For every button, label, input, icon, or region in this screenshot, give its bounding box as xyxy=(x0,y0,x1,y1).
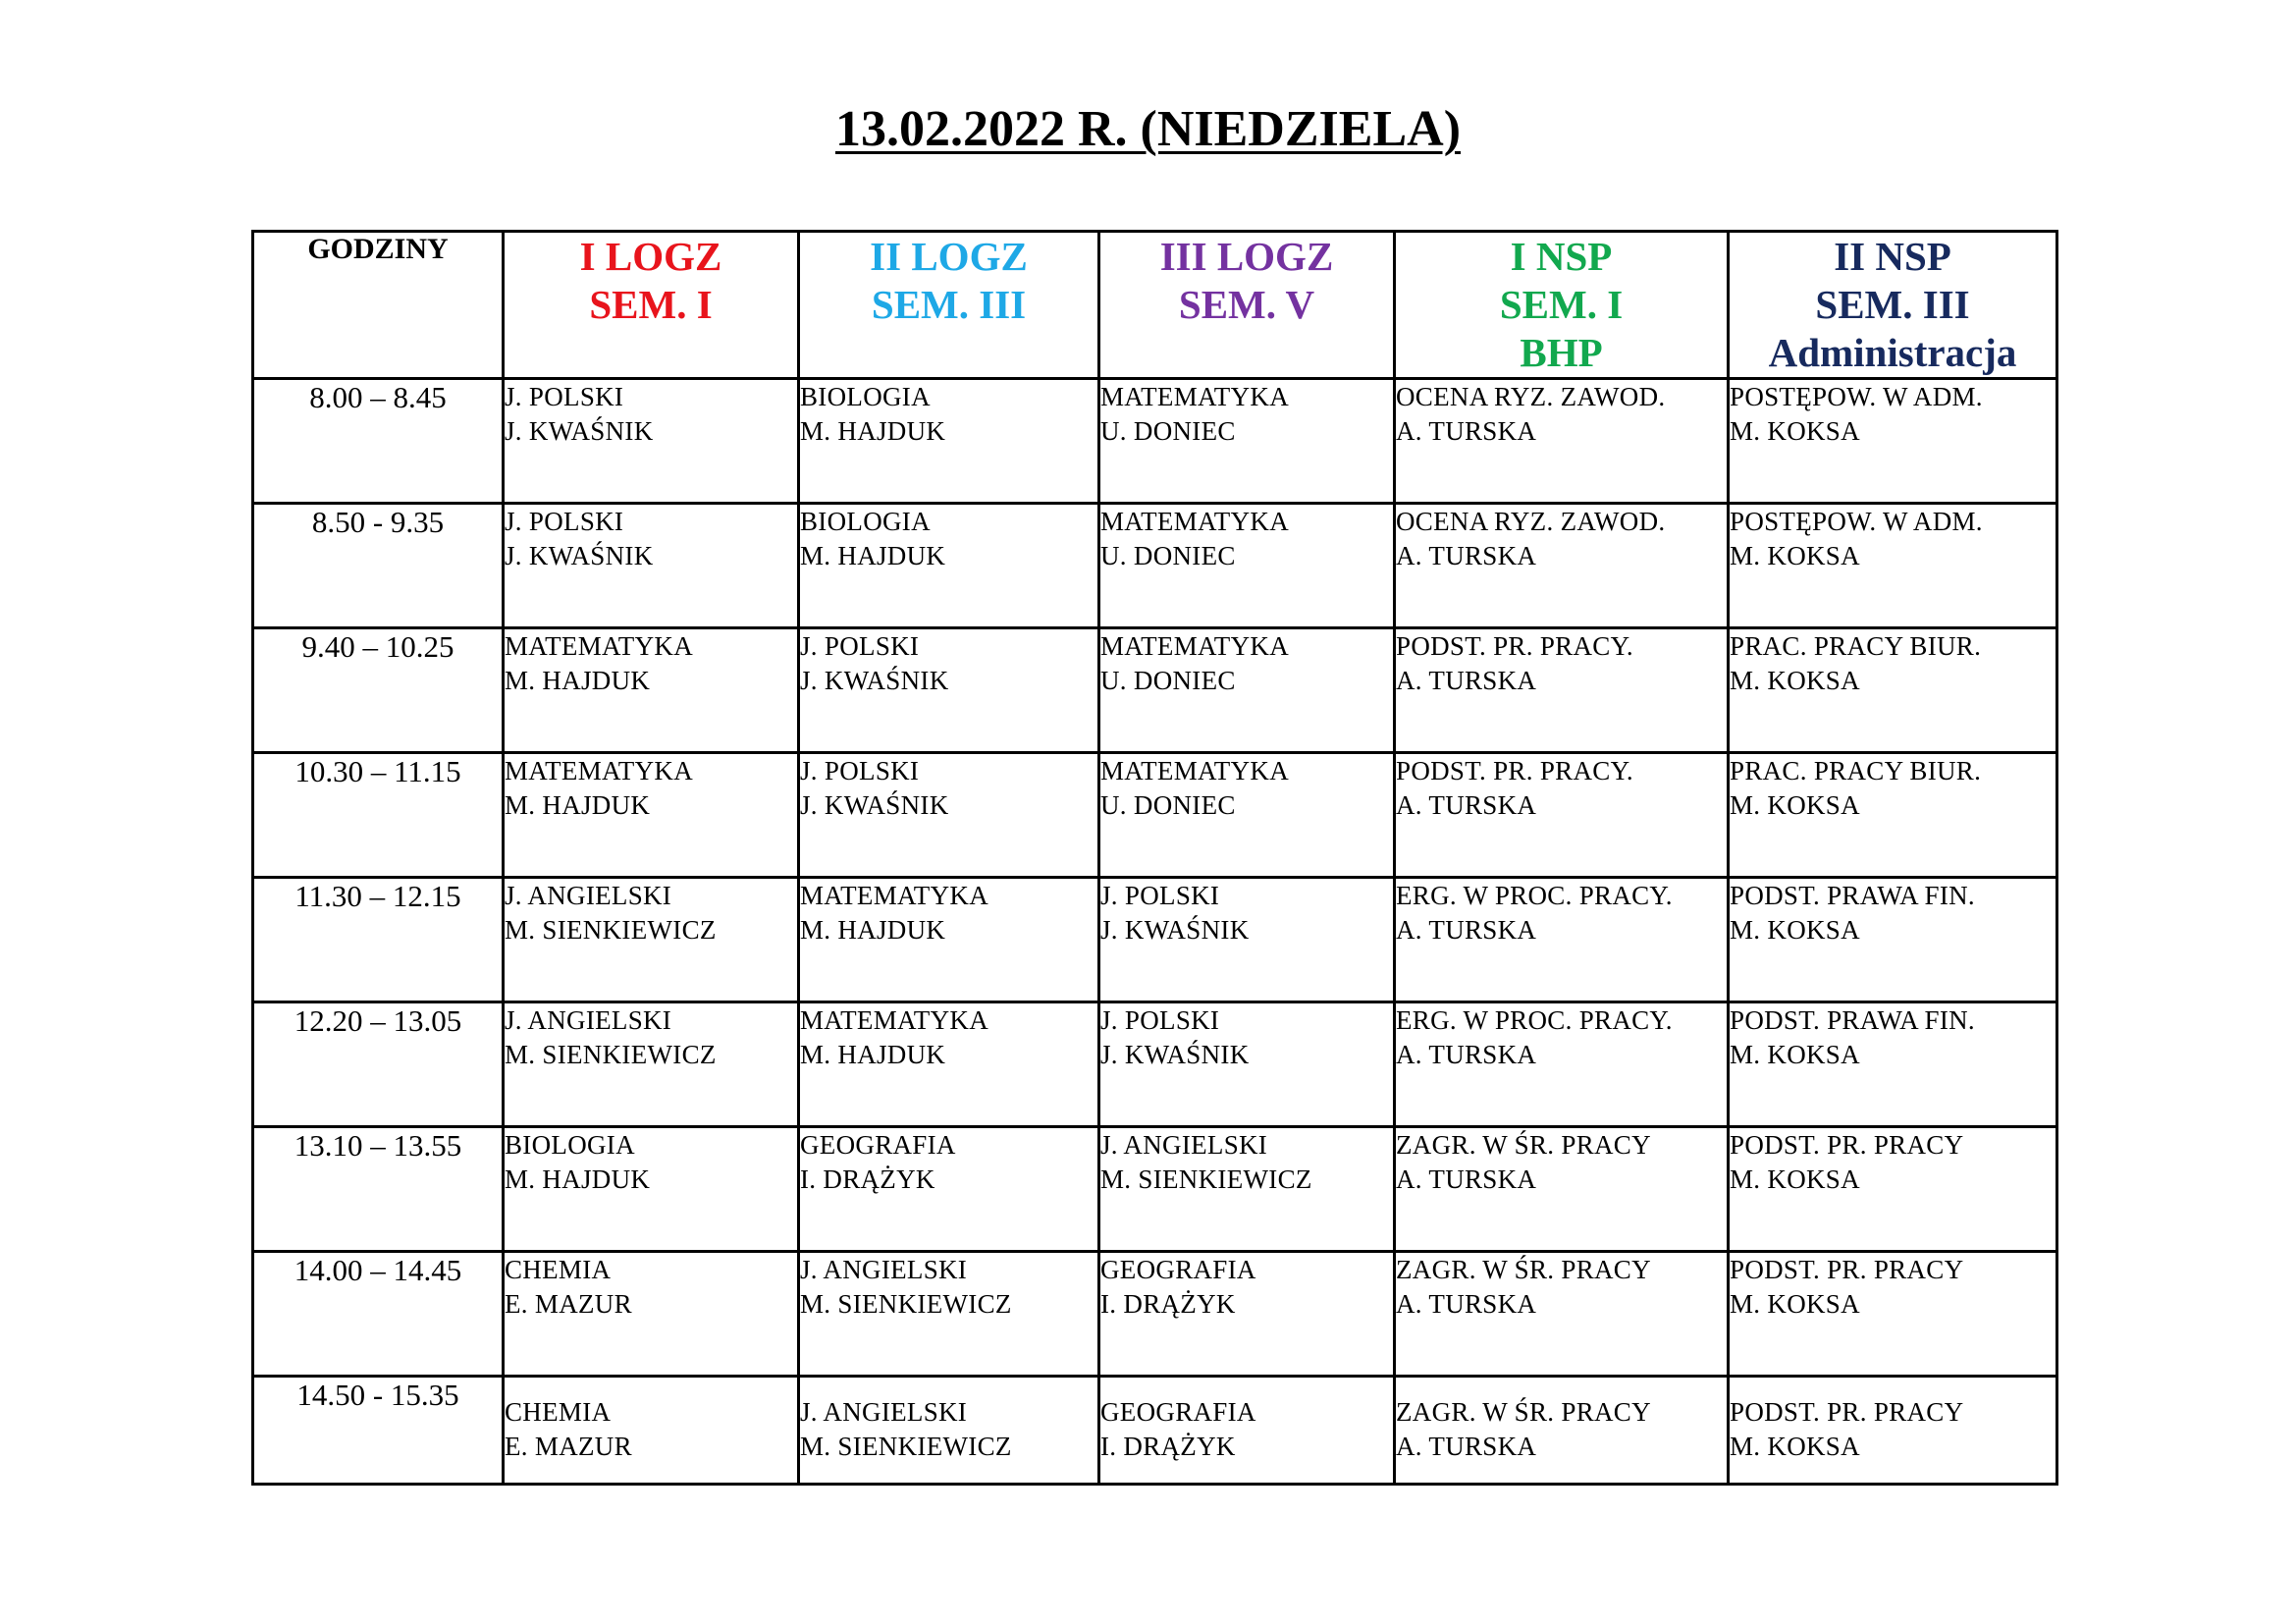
subject-name: J. ANGIELSKI xyxy=(800,1255,968,1284)
time-cell: 14.00 – 14.45 xyxy=(253,1252,504,1377)
subject-name: J. ANGIELSKI xyxy=(800,1397,968,1427)
lesson-cell xyxy=(1395,1252,1729,1377)
lesson-cell xyxy=(799,1127,1099,1252)
lesson-cell xyxy=(799,753,1099,878)
subject-name: MATEMATYKA xyxy=(1100,382,1289,411)
lesson-cell xyxy=(1729,1002,2057,1127)
subject-name: MATEMATYKA xyxy=(505,756,693,785)
group-header-line: BHP xyxy=(1520,330,1603,375)
teacher-name: M. SIENKIEWICZ xyxy=(505,915,717,945)
teacher-name: A. TURSKA xyxy=(1396,915,1537,945)
lesson-cell xyxy=(799,504,1099,628)
subject-name: MATEMATYKA xyxy=(1100,756,1289,785)
subject-name: J. ANGIELSKI xyxy=(1100,1130,1268,1160)
subject-name: J. POLSKI xyxy=(800,756,920,785)
teacher-name: I. DRĄŻYK xyxy=(800,1164,935,1194)
time-cell: 10.30 – 11.15 xyxy=(253,753,504,878)
lesson-cell xyxy=(504,1002,799,1127)
lesson-cell xyxy=(1729,379,2057,504)
subject-name: GEOGRAFIA xyxy=(1100,1397,1256,1427)
subject-name: PODST. PR. PRACY xyxy=(1730,1397,1964,1427)
teacher-name: M. HAJDUK xyxy=(800,416,946,446)
subject-name: MATEMATYKA xyxy=(505,631,693,661)
group-header-line: I LOGZ xyxy=(579,234,722,279)
subject-name: PODST. PRAWA FIN. xyxy=(1730,881,1975,910)
table-row xyxy=(253,753,2057,878)
table-row xyxy=(253,1252,2057,1377)
time-cell: 8.00 – 8.45 xyxy=(253,379,504,504)
page-title-text: 13.02.2022 R. (NIEDZIELA) xyxy=(834,101,1462,157)
time-cell: 14.50 - 15.35 xyxy=(253,1377,504,1485)
table-row xyxy=(253,504,2057,628)
teacher-name: J. KWAŚNIK xyxy=(800,790,949,820)
group-header xyxy=(1099,232,1395,379)
table-row xyxy=(253,1002,2057,1127)
lesson-cell xyxy=(1395,1002,1729,1127)
lesson-cell xyxy=(1729,1252,2057,1377)
schedule-body xyxy=(253,379,2057,1485)
subject-name: ERG. W PROC. PRACY. xyxy=(1396,881,1673,910)
lesson-cell xyxy=(504,628,799,753)
teacher-name: J. KWAŚNIK xyxy=(1100,1040,1250,1069)
teacher-name: J. KWAŚNIK xyxy=(1100,915,1250,945)
lesson-cell xyxy=(1395,878,1729,1002)
subject-name: ERG. W PROC. PRACY. xyxy=(1396,1005,1673,1035)
hours-column-header: GODZINY xyxy=(253,232,504,379)
lesson-cell xyxy=(1395,753,1729,878)
lesson-cell xyxy=(1099,1252,1395,1377)
subject-name: CHEMIA xyxy=(505,1255,612,1284)
group-header-line: SEM. I xyxy=(1499,282,1624,327)
group-header-line: SEM. I xyxy=(589,282,713,327)
lesson-cell xyxy=(799,878,1099,1002)
lesson-cell xyxy=(1395,1377,1729,1485)
lesson-cell xyxy=(1099,1002,1395,1127)
lesson-cell xyxy=(504,379,799,504)
subject-name: GEOGRAFIA xyxy=(800,1130,956,1160)
lesson-cell xyxy=(799,1002,1099,1127)
page-title xyxy=(0,100,2296,159)
subject-name: OCENA RYZ. ZAWOD. xyxy=(1396,382,1666,411)
teacher-name: M. HAJDUK xyxy=(800,541,946,570)
subject-name: PODST. PR. PRACY xyxy=(1730,1130,1964,1160)
subject-name: J. ANGIELSKI xyxy=(505,1005,672,1035)
lesson-cell xyxy=(1729,1127,2057,1252)
subject-name: MATEMATYKA xyxy=(1100,507,1289,536)
lesson-cell xyxy=(1099,753,1395,878)
group-header-line: SEM. III xyxy=(1815,282,1970,327)
lesson-cell xyxy=(799,1252,1099,1377)
teacher-name: M. HAJDUK xyxy=(505,1164,651,1194)
lesson-cell xyxy=(504,753,799,878)
group-header-line: I NSP xyxy=(1510,234,1613,279)
teacher-name: A. TURSKA xyxy=(1396,666,1537,695)
lesson-cell xyxy=(1395,504,1729,628)
lesson-cell xyxy=(504,878,799,1002)
teacher-name: J. KWAŚNIK xyxy=(505,541,654,570)
time-cell: 8.50 - 9.35 xyxy=(253,504,504,628)
table-row xyxy=(253,878,2057,1002)
time-cell: 12.20 – 13.05 xyxy=(253,1002,504,1127)
teacher-name: A. TURSKA xyxy=(1396,1432,1537,1461)
subject-name: J. POLSKI xyxy=(1100,881,1220,910)
subject-name: BIOLOGIA xyxy=(800,507,931,536)
subject-name: ZAGR. W ŚR. PRACY xyxy=(1396,1130,1651,1160)
lesson-cell xyxy=(504,1127,799,1252)
subject-name: BIOLOGIA xyxy=(505,1130,635,1160)
subject-name: CHEMIA xyxy=(505,1397,612,1427)
lesson-cell xyxy=(1099,1127,1395,1252)
subject-name: PODST. PRAWA FIN. xyxy=(1730,1005,1975,1035)
lesson-cell xyxy=(504,1377,799,1485)
subject-name: PODST. PR. PRACY. xyxy=(1396,631,1633,661)
teacher-name: U. DONIEC xyxy=(1100,541,1236,570)
lesson-cell xyxy=(1395,1127,1729,1252)
lesson-cell xyxy=(799,628,1099,753)
teacher-name: M. SIENKIEWICZ xyxy=(800,1432,1012,1461)
subject-name: OCENA RYZ. ZAWOD. xyxy=(1396,507,1666,536)
teacher-name: M. SIENKIEWICZ xyxy=(505,1040,717,1069)
teacher-name: J. KWAŚNIK xyxy=(505,416,654,446)
group-header xyxy=(1729,232,2057,379)
teacher-name: J. KWAŚNIK xyxy=(800,666,949,695)
teacher-name: M. KOKSA xyxy=(1730,416,1860,446)
teacher-name: M. SIENKIEWICZ xyxy=(800,1289,1012,1319)
teacher-name: I. DRĄŻYK xyxy=(1100,1289,1236,1319)
lesson-cell xyxy=(1099,1377,1395,1485)
lesson-cell xyxy=(1099,878,1395,1002)
teacher-name: M. KOKSA xyxy=(1730,1164,1860,1194)
group-header-line: SEM. V xyxy=(1178,282,1315,327)
time-cell: 9.40 – 10.25 xyxy=(253,628,504,753)
teacher-name: E. MAZUR xyxy=(505,1289,632,1319)
table-row xyxy=(253,628,2057,753)
lesson-cell xyxy=(799,1377,1099,1485)
table-row xyxy=(253,1127,2057,1252)
teacher-name: M. HAJDUK xyxy=(505,790,651,820)
group-header xyxy=(1395,232,1729,379)
teacher-name: M. HAJDUK xyxy=(505,666,651,695)
subject-name: PRAC. PRACY BIUR. xyxy=(1730,631,1982,661)
lesson-cell xyxy=(1395,628,1729,753)
lesson-cell xyxy=(1099,504,1395,628)
lesson-cell xyxy=(504,1252,799,1377)
subject-name: PODST. PR. PRACY. xyxy=(1396,756,1633,785)
teacher-name: M. KOKSA xyxy=(1730,915,1860,945)
table-row xyxy=(253,379,2057,504)
lesson-cell xyxy=(1099,628,1395,753)
group-header-line: II LOGZ xyxy=(870,234,1028,279)
subject-name: GEOGRAFIA xyxy=(1100,1255,1256,1284)
subject-name: MATEMATYKA xyxy=(1100,631,1289,661)
subject-name: J. POLSKI xyxy=(505,382,624,411)
lesson-cell xyxy=(1729,1377,2057,1485)
teacher-name: M. KOKSA xyxy=(1730,1289,1860,1319)
teacher-name: M. KOKSA xyxy=(1730,541,1860,570)
teacher-name: A. TURSKA xyxy=(1396,1040,1537,1069)
header-row xyxy=(253,232,2057,379)
subject-name: MATEMATYKA xyxy=(800,1005,988,1035)
subject-name: J. POLSKI xyxy=(800,631,920,661)
subject-name: MATEMATYKA xyxy=(800,881,988,910)
subject-name: ZAGR. W ŚR. PRACY xyxy=(1396,1397,1651,1427)
lesson-cell xyxy=(1099,379,1395,504)
lesson-cell xyxy=(1729,504,2057,628)
teacher-name: A. TURSKA xyxy=(1396,416,1537,446)
teacher-name: E. MAZUR xyxy=(505,1432,632,1461)
teacher-name: I. DRĄŻYK xyxy=(1100,1432,1236,1461)
teacher-name: U. DONIEC xyxy=(1100,790,1236,820)
teacher-name: A. TURSKA xyxy=(1396,541,1537,570)
teacher-name: M. KOKSA xyxy=(1730,790,1860,820)
subject-name: ZAGR. W ŚR. PRACY xyxy=(1396,1255,1651,1284)
group-header xyxy=(504,232,799,379)
subject-name: POSTĘPOW. W ADM. xyxy=(1730,507,1983,536)
teacher-name: A. TURSKA xyxy=(1396,1164,1537,1194)
group-header-line: Administracja xyxy=(1768,330,2017,375)
teacher-name: U. DONIEC xyxy=(1100,666,1236,695)
teacher-name: A. TURSKA xyxy=(1396,790,1537,820)
subject-name: J. POLSKI xyxy=(1100,1005,1220,1035)
teacher-name: M. KOKSA xyxy=(1730,1432,1860,1461)
subject-name: BIOLOGIA xyxy=(800,382,931,411)
table-row xyxy=(253,1377,2057,1485)
subject-name: PRAC. PRACY BIUR. xyxy=(1730,756,1982,785)
lesson-cell xyxy=(1729,878,2057,1002)
time-cell: 11.30 – 12.15 xyxy=(253,878,504,1002)
subject-name: J. POLSKI xyxy=(505,507,624,536)
group-header-line: SEM. III xyxy=(871,282,1027,327)
schedule-table xyxy=(251,230,2058,1486)
teacher-name: M. KOKSA xyxy=(1730,666,1860,695)
lesson-cell xyxy=(504,504,799,628)
lesson-cell xyxy=(1729,753,2057,878)
subject-name: PODST. PR. PRACY xyxy=(1730,1255,1964,1284)
group-header-line: III LOGZ xyxy=(1159,234,1334,279)
teacher-name: M. SIENKIEWICZ xyxy=(1100,1164,1312,1194)
lesson-cell xyxy=(1729,628,2057,753)
teacher-name: M. HAJDUK xyxy=(800,1040,946,1069)
subject-name: POSTĘPOW. W ADM. xyxy=(1730,382,1983,411)
time-cell: 13.10 – 13.55 xyxy=(253,1127,504,1252)
group-header xyxy=(799,232,1099,379)
subject-name: J. ANGIELSKI xyxy=(505,881,672,910)
teacher-name: U. DONIEC xyxy=(1100,416,1236,446)
lesson-cell xyxy=(1395,379,1729,504)
teacher-name: M. KOKSA xyxy=(1730,1040,1860,1069)
teacher-name: M. HAJDUK xyxy=(800,915,946,945)
group-header-line: II NSP xyxy=(1834,234,1951,279)
lesson-cell xyxy=(799,379,1099,504)
teacher-name: A. TURSKA xyxy=(1396,1289,1537,1319)
